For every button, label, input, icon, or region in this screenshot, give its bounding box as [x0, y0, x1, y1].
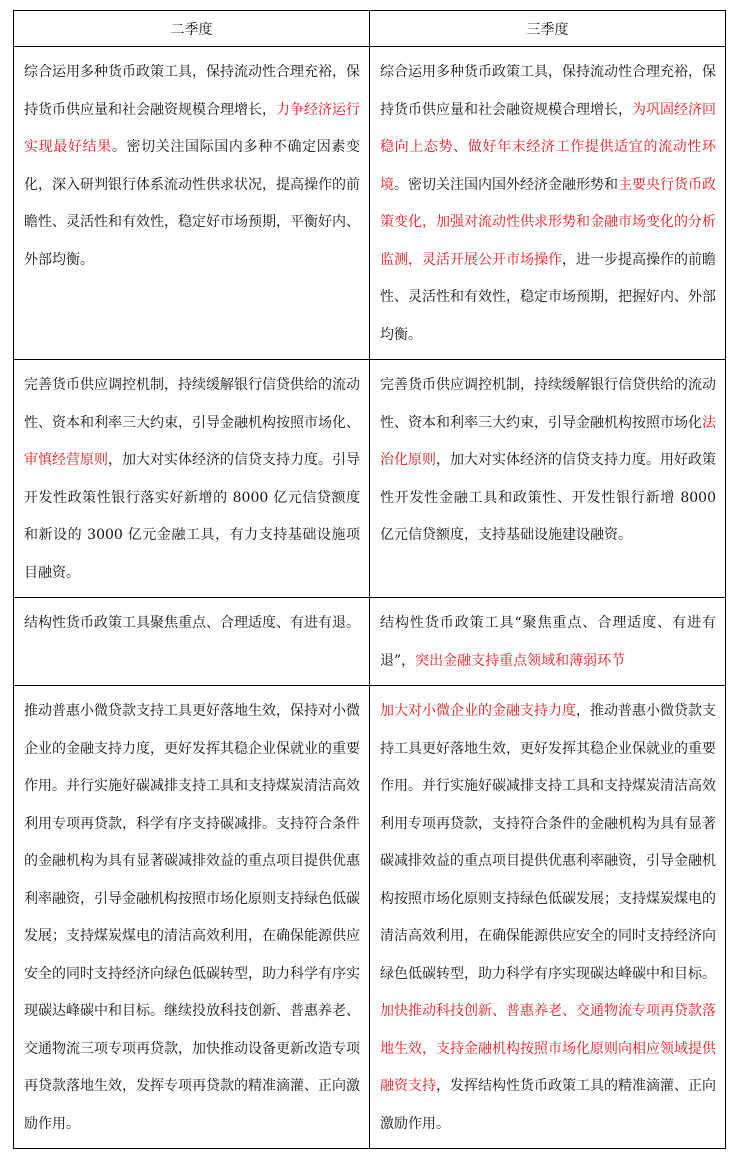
- table-row: [14, 47, 726, 360]
- cell-q2: 综合运用多种货币政策工具，保持流动性合理充裕，保持货币供应量和社会融资规模合理增长，力争经济运行实现最好结果。密切关注国际国内多种不确定因素变化，深入研判银行体系流动性供求状况，提高操作的前瞻性、灵活性和有效性，稳定好市场预期，平衡好内、外部均衡。: [14, 47, 370, 360]
- cell-q2: 完善货币供应调控机制，持续缓解银行信贷供给的流动性、资本和利率三大约束，引导金融机构按照市场化、审慎经营原则，加大对实体经济的信贷支持力度。引导开发性政策性银行落实好新增的 8000 亿元信贷额度和新设的 3000 亿元金融工具，有力支持基础设施项目融资。: [14, 360, 370, 598]
- cell-q3: 完善货币供应调控机制，持续缓解银行信贷供给的流动性、资本和利率三大约束，引导金融机构按照市场化法治化原则，加大对实体经济的信贷支持力度。用好政策性开发性金融工具和政策性、开发性银行新增 8000 亿元信贷额度，支持基础设施建设融资。: [370, 360, 726, 598]
- header-q2: 二季度: [14, 11, 370, 47]
- cell-q3: 加大对小微企业的金融支持力度，推动普惠小微贷款支持工具更好落地生效，更好发挥其稳企业保就业的重要作用。并行实施好碳减排支持工具和支持煤炭清洁高效利用专项再贷款，支持符合条件的金融机构为具有显著碳减排效益的重点项目提供优惠利率融资，引导金融机构按照市场化原则支持绿色低碳发展；支持煤炭煤电的清洁高效利用，在确保能源供应安全的同时支持经济向绿色低碳转型，助力科学有序实现碳达峰碳中和目标。加快推动科技创新、普惠养老、交通物流专项再贷款落地生效，支持金融机构按照市场化原则向相应领域提供融资支持，发挥结构性货币政策工具的精准滴灌、正向激励作用。: [370, 686, 726, 1149]
- header-row: [14, 11, 726, 47]
- cell-q2: 结构性货币政策工具聚焦重点、合理适度、有进有退。: [14, 598, 370, 686]
- cell-q3: 综合运用多种货币政策工具，保持流动性合理充裕，保持货币供应量和社会融资规模合理增长，为巩固经济回稳向上态势、做好年末经济工作提供适宜的流动性环境。密切关注国内国外经济金融形势和主要央行货币政策变化，加强对流动性供求形势和金融市场变化的分析监测，灵活开展公开市场操作，进一步提高操作的前瞻性、灵活性和有效性，稳定市场预期，把握好内、外部均衡。: [370, 47, 726, 360]
- table-row: [14, 686, 726, 1149]
- comparison-table: [13, 10, 726, 1149]
- cell-q2: 推动普惠小微贷款支持工具更好落地生效，保持对小微企业的金融支持力度，更好发挥其稳企业保就业的重要作用。并行实施好碳减排支持工具和支持煤炭清洁高效利用专项再贷款，科学有序支持碳减排。支持符合条件的金融机构为具有显著碳减排效益的重点项目提供优惠利率融资，引导金融机构按照市场化原则支持绿色低碳发展；支持煤炭煤电的清洁高效利用，在确保能源供应安全的同时支持经济向绿色低碳转型，助力科学有序实现碳达峰碳中和目标。继续投放科技创新、普惠养老、交通物流三项专项再贷款，加快推动设备更新改造专项再贷款落地生效，发挥专项再贷款的精准滴灌、正向激励作用。: [14, 686, 370, 1149]
- cell-q3: 结构性货币政策工具“聚焦重点、合理适度、有进有退”，突出金融支持重点领域和薄弱环节: [370, 598, 726, 686]
- header-q3: 三季度: [370, 11, 726, 47]
- table-row: [14, 598, 726, 686]
- table-row: [14, 360, 726, 598]
